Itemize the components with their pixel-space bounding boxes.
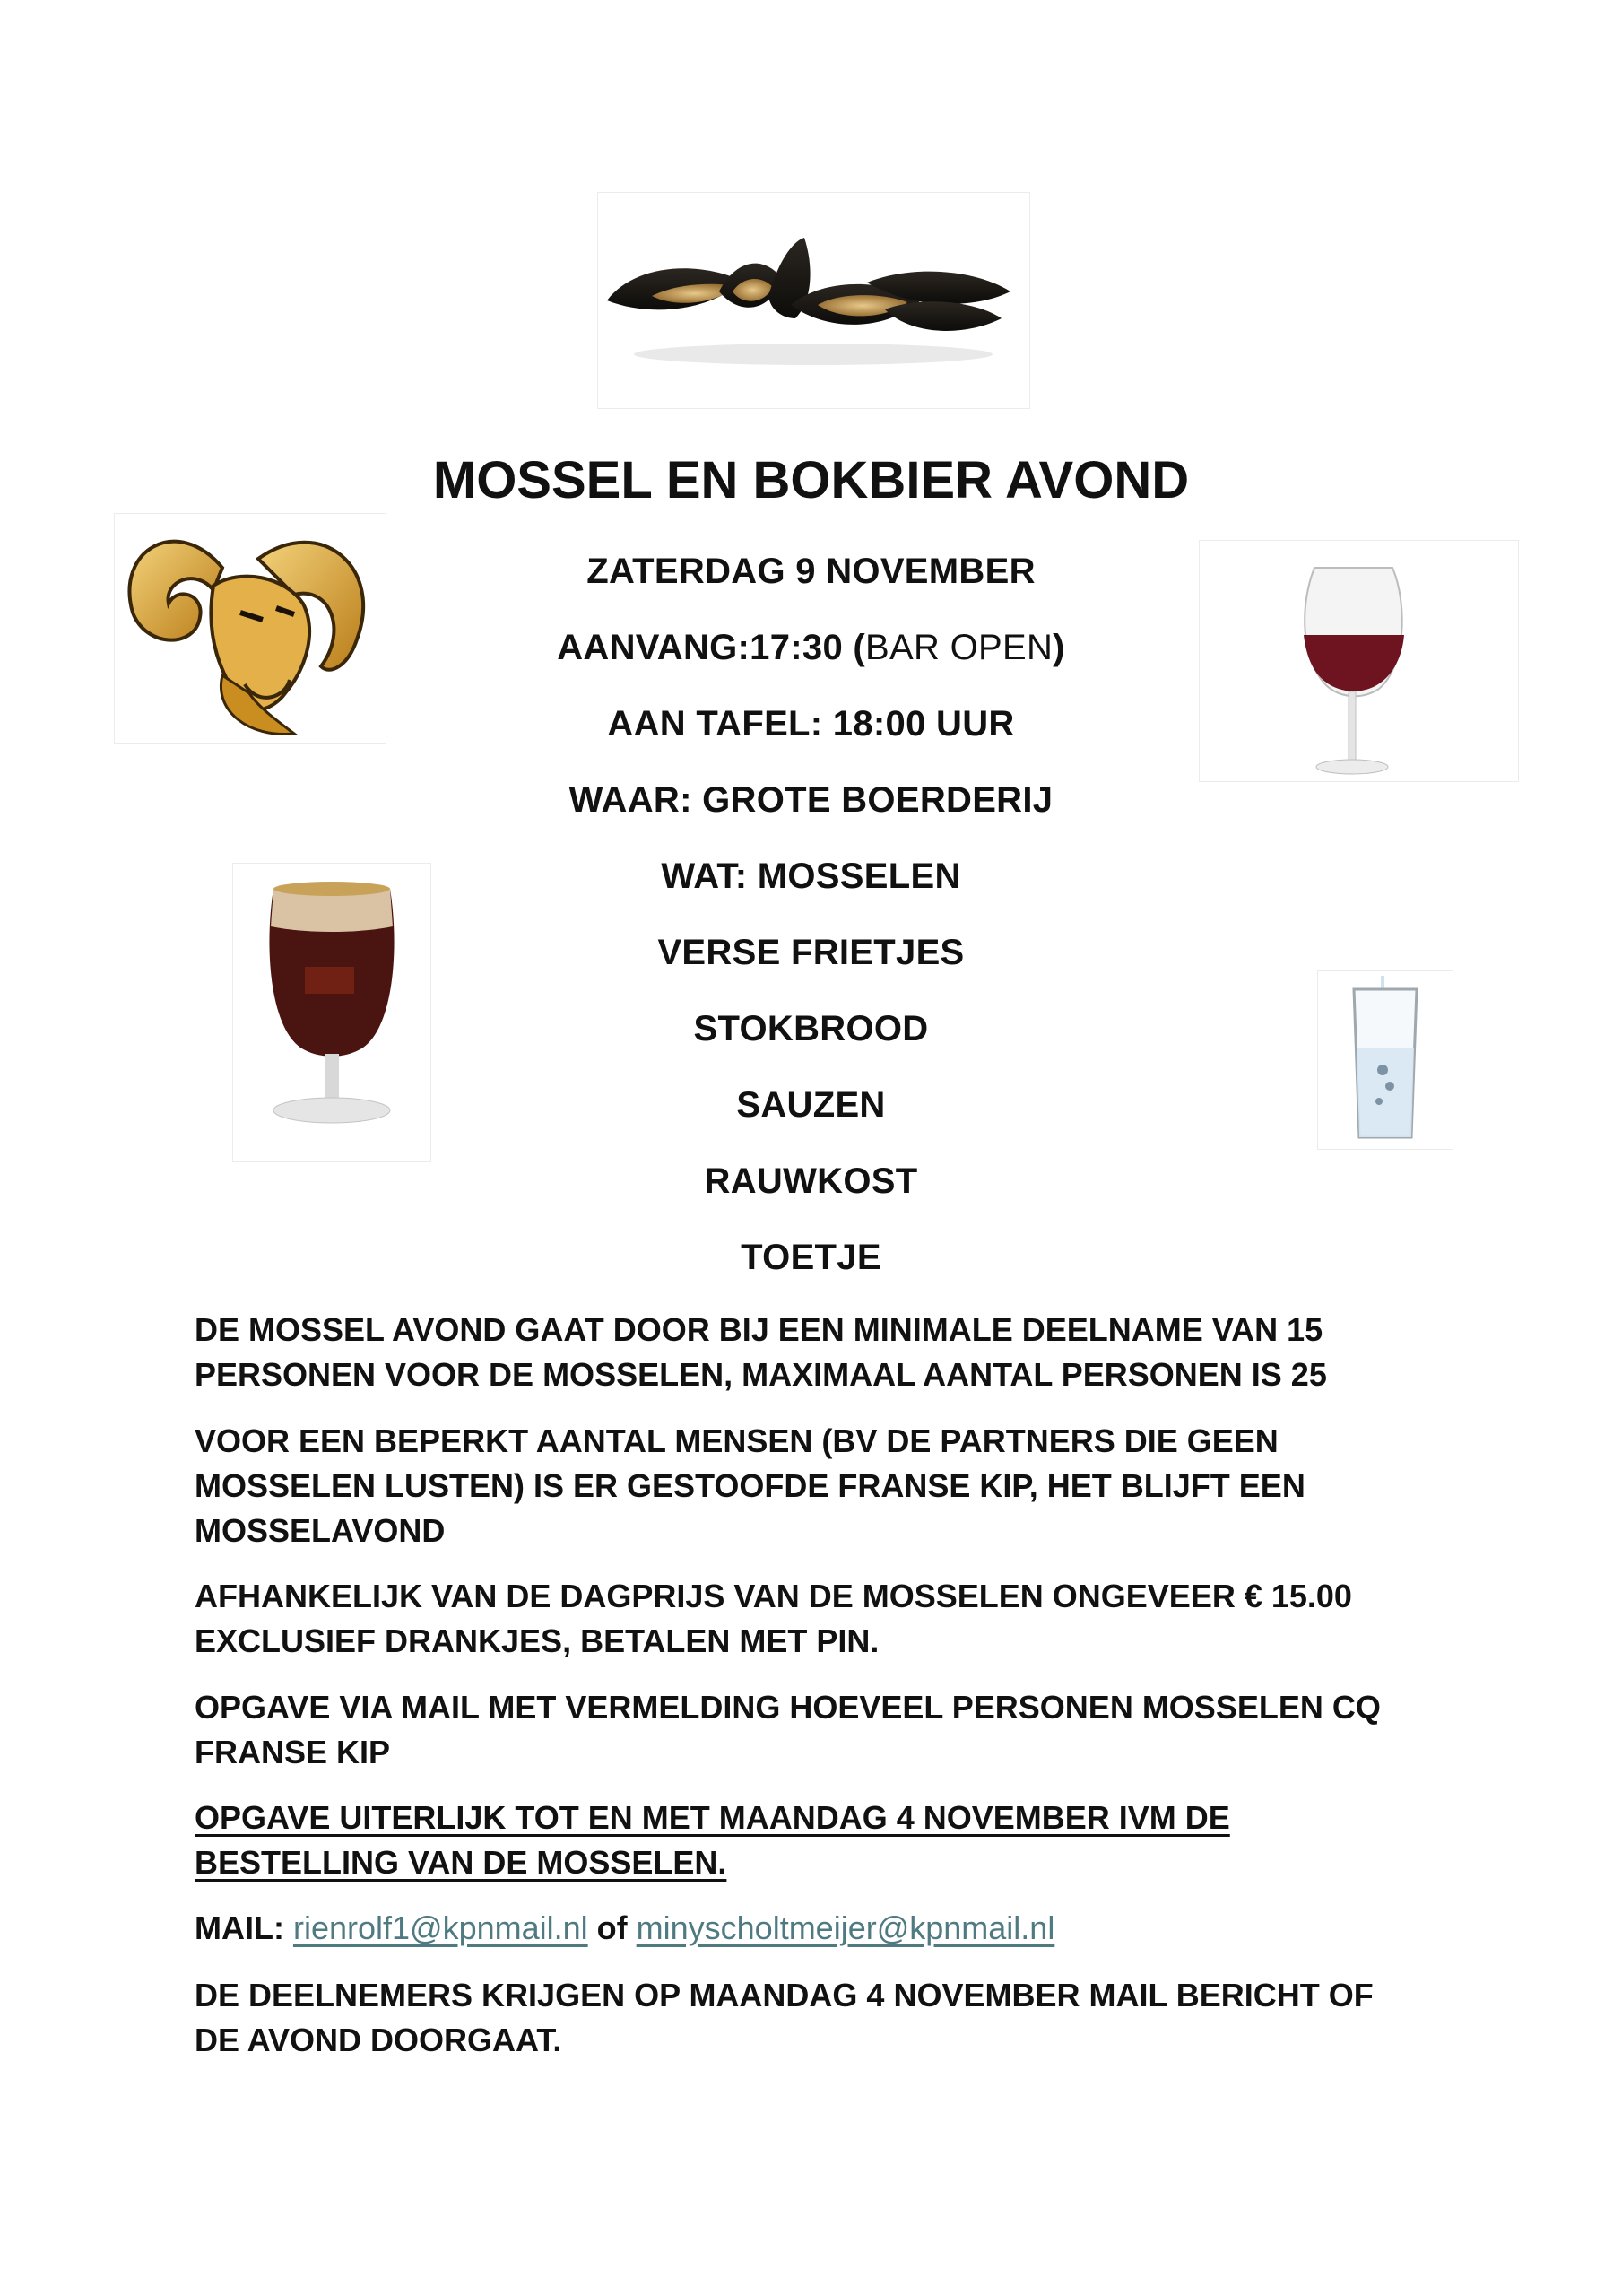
mail-label: MAIL: <box>195 1909 293 1946</box>
menu-item-sauzen: SAUZEN <box>736 1085 886 1125</box>
menu-item-toetje: TOETJE <box>741 1238 881 1277</box>
page-title: MOSSEL EN BOKBIER AVOND <box>432 451 1190 509</box>
paragraph-alternative <box>195 1419 1450 1553</box>
red-wine-glass-image <box>1200 541 1518 781</box>
menu-item-frietjes: VERSE FRIETJES <box>657 933 965 972</box>
paragraph-line: DE MOSSEL AVOND GAAT DOOR BIJ EEN MINIMALE DEELNAME VAN 15 <box>195 1311 1323 1348</box>
paragraph-line: FRANSE KIP <box>195 1734 391 1770</box>
mail-line <box>195 1906 1450 1951</box>
paragraph-confirmation <box>195 1973 1450 2063</box>
mail-link-minyscholtmeijer[interactable]: minyscholtmeijer@kpnmail.nl <box>636 1909 1055 1946</box>
paragraph-line: MOSSELAVOND <box>195 1512 446 1549</box>
paragraph-registration <box>195 1685 1450 1775</box>
bar-open-label: BAR OPEN <box>865 628 1054 667</box>
paragraph-line: EXCLUSIEF DRANKJES, BETALEN MET PIN. <box>195 1622 880 1659</box>
start-time-prefix: AANVANG:17:30 ( <box>557 628 866 667</box>
menu-item-rauwkost: RAUWKOST <box>704 1161 918 1201</box>
menu-item-stokbrood: STOKBROOD <box>693 1009 929 1048</box>
event-date: ZATERDAG 9 NOVEMBER <box>586 552 1036 591</box>
paragraph-line: DE AVOND DOORGAAT. <box>195 2022 562 2058</box>
paragraph-deadline <box>195 1796 1450 1885</box>
mussels-image <box>598 193 1029 408</box>
menu-item-mosselen: WAT: MOSSELEN <box>661 857 961 896</box>
paragraph-line: BESTELLING VAN DE MOSSELEN. <box>195 1844 727 1881</box>
paragraph-line: OPGAVE UITERLIJK TOT EN MET MAANDAG 4 NOVEMBER IVM DE <box>195 1799 1230 1836</box>
paragraph-line: VOOR EEN BEPERKT AANTAL MENSEN (BV DE PARTNERS DIE GEEN <box>195 1422 1279 1459</box>
event-location: WAAR: GROTE BOERDERIJ <box>568 780 1054 820</box>
paragraph-line: OPGAVE VIA MAIL MET VERMELDING HOEVEEL PERSONEN MOSSELEN CQ <box>195 1689 1381 1726</box>
paragraph-minimum <box>195 1308 1450 1397</box>
mail-connector: of <box>587 1909 637 1946</box>
paragraph-line: DE DEELNEMERS KRIJGEN OP MAANDAG 4 NOVEMBER MAIL BERICHT OF <box>195 1977 1374 2013</box>
start-time-suffix: ) <box>1053 628 1065 667</box>
paragraph-line: MOSSELEN LUSTEN) IS ER GESTOOFDE FRANSE KIP, HET BLIJFT EEN <box>195 1467 1305 1504</box>
mail-link-rienrolf[interactable]: rienrolf1@kpnmail.nl <box>292 1909 588 1946</box>
paragraph-line: PERSONEN VOOR DE MOSSELEN, MAXIMAAL AANTAL PERSONEN IS 25 <box>195 1356 1327 1393</box>
paragraph-line: AFHANKELIJK VAN DE DAGPRIJS VAN DE MOSSELEN ONGEVEER € 15.00 <box>195 1578 1352 1614</box>
dinner-time: AAN TAFEL: 18:00 UUR <box>607 704 1015 744</box>
paragraph-price <box>195 1574 1450 1664</box>
